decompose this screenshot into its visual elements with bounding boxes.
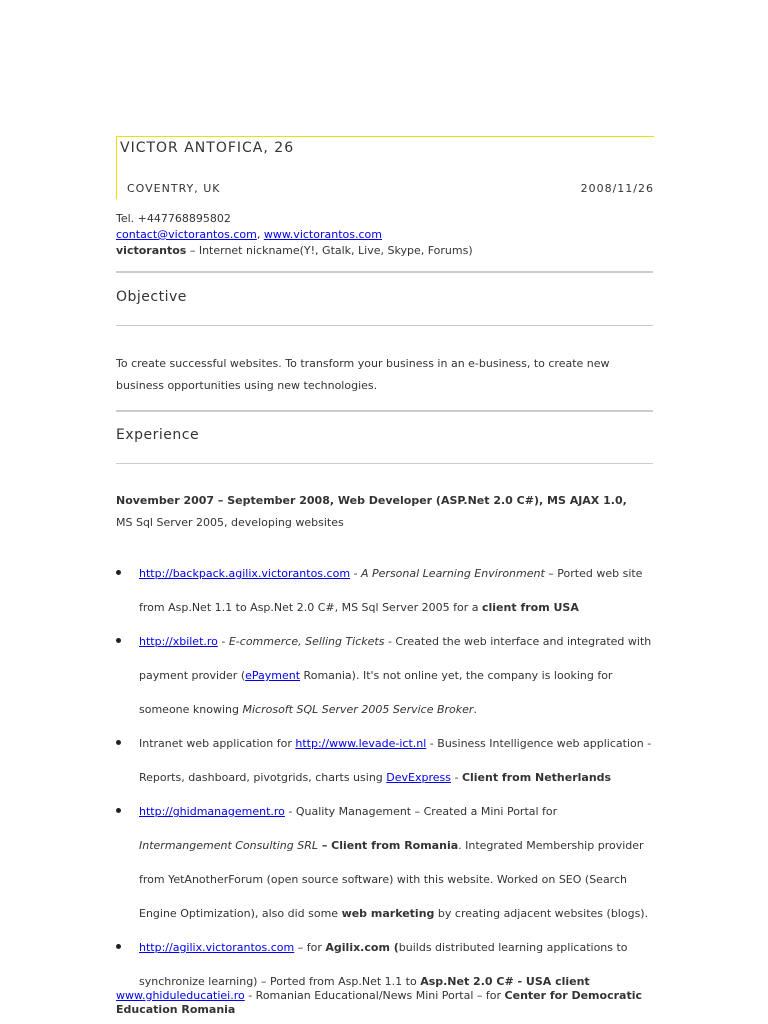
project-link[interactable]: http://www.levade-ict.nl	[295, 737, 427, 750]
final-project	[116, 989, 653, 1017]
list-item	[116, 625, 653, 727]
text: by creating adjacent websites (blogs).	[434, 907, 649, 920]
nickname: victorantos	[116, 244, 187, 257]
text: -	[450, 771, 462, 784]
client-label: client from USA	[482, 601, 579, 614]
experience-title: Experience	[116, 427, 200, 443]
divider	[116, 271, 653, 273]
objective-text	[116, 353, 653, 397]
list-item	[116, 795, 653, 931]
client-label: – Client from Romania	[317, 839, 459, 852]
text: Romania). It's not online yet, the company is looking for someone knowing	[139, 669, 613, 716]
project-description: E-commerce, Selling Tickets	[228, 635, 385, 648]
person-age: , 26	[263, 140, 295, 156]
client-label: Client from Netherlands	[461, 771, 612, 784]
person-name: VICTOR ANTOFICA	[120, 140, 264, 156]
website-link[interactable]: www.victorantos.com	[263, 228, 382, 241]
text: - Business Intelligence web application - Reports, dashboard, pivotgrids, charts using	[139, 737, 652, 784]
contact-links	[116, 227, 473, 243]
text: builds distributed learning applications to synchronize learning) – Ported from Asp.Net 1.1 to	[139, 941, 628, 988]
project-link[interactable]: http://backpack.agilix.victorantos.com	[139, 567, 351, 580]
experience-list	[116, 557, 653, 999]
provider-link[interactable]: ePayment	[245, 669, 301, 682]
contact-separator: ,	[256, 228, 264, 241]
text: - Romanian Educational/News Mini Portal – for	[244, 989, 505, 1002]
client-label: Center for Democratic Education Romania	[116, 989, 642, 1016]
project-link[interactable]: www.ghiduleducatiei.ro	[116, 989, 245, 1002]
resume-header	[116, 136, 654, 199]
bullet-icon	[116, 808, 121, 813]
objective-line: To create successful websites. To transform your business in an e-business, to create new	[116, 357, 610, 370]
text: - Created the web interface and integrated with payment provider (	[139, 635, 652, 682]
project-link[interactable]: http://ghidmanagement.ro	[139, 805, 285, 818]
list-item	[116, 727, 653, 795]
divider	[116, 410, 653, 412]
text: -	[217, 635, 229, 648]
technology: Microsoft SQL Server 2005 Service Broker	[242, 703, 474, 716]
project-link[interactable]: http://agilix.victorantos.com	[139, 941, 295, 954]
project-description: A Personal Learning Environment	[361, 567, 545, 580]
job-title: November 2007 – September 2008, Web Developer (ASP.Net 2.0 C#), MS AJAX 1.0,	[116, 494, 627, 507]
client-label: Asp.Net 2.0 C# - USA client	[420, 975, 590, 988]
text: . Integrated Membership provider from YetAnotherForum (open source software) with this website. Worked on SEO (Search Engine Optimization), also did some	[139, 839, 644, 920]
bullet-icon	[116, 740, 121, 745]
divider	[116, 325, 653, 326]
nickname-line	[116, 243, 473, 259]
divider	[116, 463, 653, 464]
text: .	[473, 703, 477, 716]
email-link[interactable]: contact@victorantos.com	[116, 228, 257, 241]
phone: Tel. +447768895802	[116, 212, 231, 225]
location: COVENTRY, UK	[127, 182, 221, 195]
objective-line: business opportunities using new technologies.	[116, 379, 378, 392]
text: -	[350, 567, 361, 580]
bullet-icon	[116, 570, 121, 575]
contact-block	[116, 211, 473, 259]
devexpress-link[interactable]: DevExpress	[386, 771, 451, 784]
job-summary	[116, 490, 653, 534]
highlight: web marketing	[341, 907, 435, 920]
text: - Quality Management – Created a Mini Portal for	[284, 805, 558, 818]
resume-date: 2008/11/26	[580, 182, 654, 195]
client-name: Agilix.com (	[325, 941, 399, 954]
project-link[interactable]: http://xbilet.ro	[139, 635, 218, 648]
bullet-icon	[116, 638, 121, 643]
name-line	[120, 140, 294, 156]
objective-title: Objective	[116, 289, 187, 305]
list-item	[116, 557, 653, 625]
text: – for	[294, 941, 326, 954]
nickname-description: – Internet nickname(Y!, Gtalk, Live, Skype, Forums)	[186, 244, 473, 257]
company-name: Intermangement Consulting SRL	[139, 839, 318, 852]
job-technologies: MS Sql Server 2005, developing websites	[116, 516, 344, 529]
bullet-icon	[116, 944, 121, 949]
text: Intranet web application for	[139, 737, 296, 750]
text: – Ported web site from Asp.Net 1.1 to Asp.Net 2.0 C#, MS Sql Server 2005 for a	[139, 567, 643, 614]
